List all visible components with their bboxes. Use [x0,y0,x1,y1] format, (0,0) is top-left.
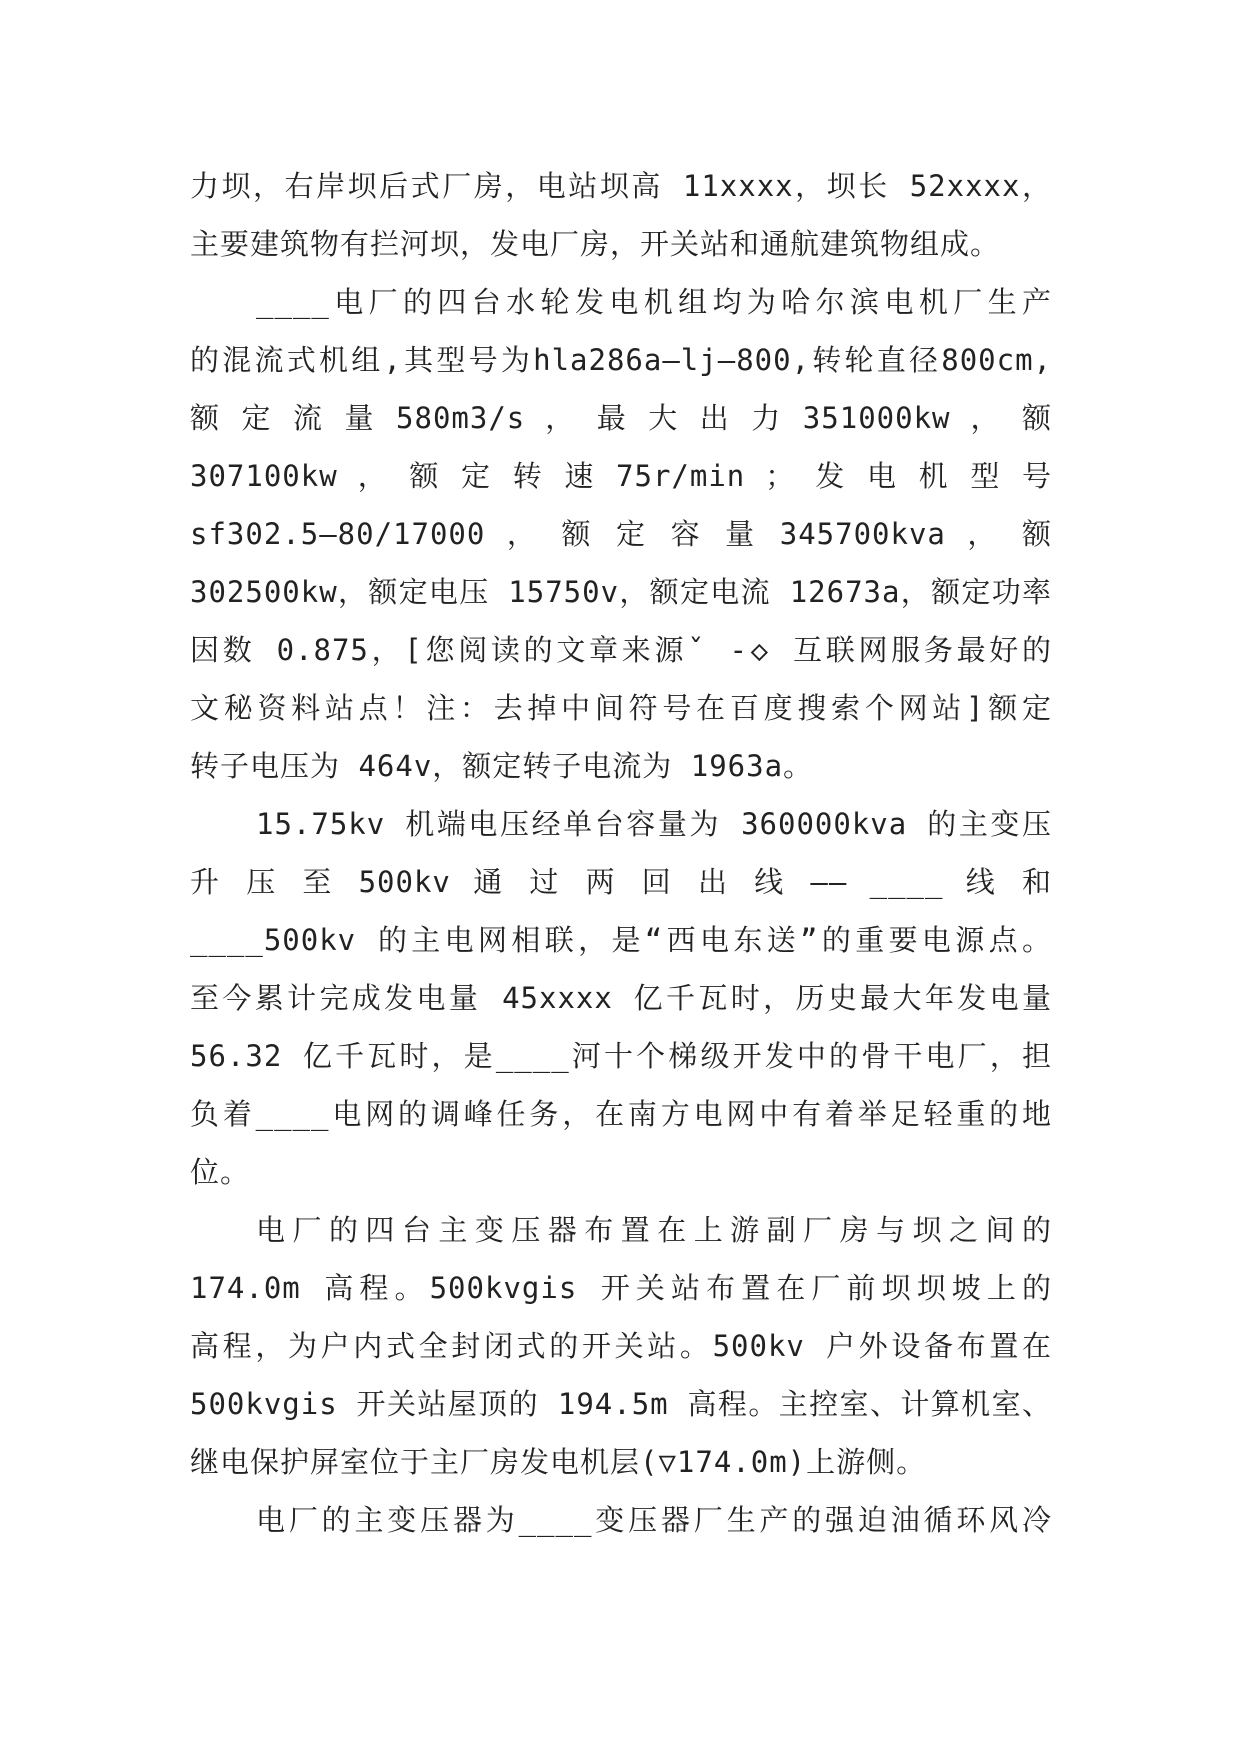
text-line: 500kvgis 开关站屋顶的 194.5m 高程。主控室、计算机室、 [190,1387,1052,1421]
text-line: 额 定 流 量 580m3/s ， 最 大 出 力 351000kw ， 额 [190,401,1052,435]
text-line: 主要建筑物有拦河坝，发电厂房，开关站和通航建筑物组成。 [190,227,1001,261]
paragraph-p2 [190,273,1052,795]
text-line: 电厂的四台主变压器布置在上游副厂房与坝之间的 [256,1213,1052,1247]
text-line: 继电保护屏室位于主厂房发电机层(▽174.0m)上游侧。 [190,1445,927,1479]
text-line: ____500kv 的主电网相联，是“西电东送”的重要电源点。 [190,923,1052,957]
text-line: 307100kw ， 额 定 转 速 75r/min ； 发 电 机 型 号 [190,459,1052,493]
text-line: 转子电压为 464v，额定转子电流为 1963a。 [190,749,814,783]
document-body [190,157,1052,1549]
text-line: 的混流式机组,其型号为hla286a—lj—800,转轮直径800cm, [190,343,1052,377]
text-line: 负着____电网的调峰任务，在南方电网中有着举足轻重的地 [190,1097,1052,1131]
text-line: sf302.5—80/17000 ， 额 定 容 量 345700kva ， 额 [190,517,1052,551]
text-line: 174.0m 高程。500kvgis 开关站布置在厂前坝坝坡上的 [190,1271,1052,1305]
paragraph-p4 [190,1201,1052,1491]
text-line: 电厂的主变压器为____变压器厂生产的强迫油循环风冷 [256,1503,1052,1537]
text-line: 升 压 至 500kv 通 过 两 回 出 线 —— ____ 线 和 [190,865,1052,899]
text-line: 力坝，右岸坝后式厂房，电站坝高 11xxxx，坝长 52xxxx， [190,169,1052,203]
text-line: 至今累计完成发电量 45xxxx 亿千瓦时，历史最大年发电量 [190,981,1052,1015]
text-line: 56.32 亿千瓦时，是____河十个梯级开发中的骨干电厂，担 [190,1039,1052,1073]
paragraph-p5 [190,1491,1052,1549]
paragraph-p1 [190,157,1052,273]
text-line: 因数 0.875，[您阅读的文章来源ˇ -◇ 互联网服务最好的 [190,633,1052,667]
text-line: ____电厂的四台水轮发电机组均为哈尔滨电机厂生产 [256,285,1052,319]
text-line: 高程，为户内式全封闭式的开关站。500kv 户外设备布置在 [190,1329,1052,1363]
text-line: 15.75kv 机端电压经单台容量为 360000kva 的主变压 [256,807,1052,841]
text-line: 文秘资料站点！注：去掉中间符号在百度搜索个网站]额定 [190,691,1052,725]
text-line: 302500kw，额定电压 15750v，额定电流 12673a，额定功率 [190,575,1052,609]
paragraph-p3 [190,795,1052,1201]
text-line: 位。 [190,1155,251,1189]
